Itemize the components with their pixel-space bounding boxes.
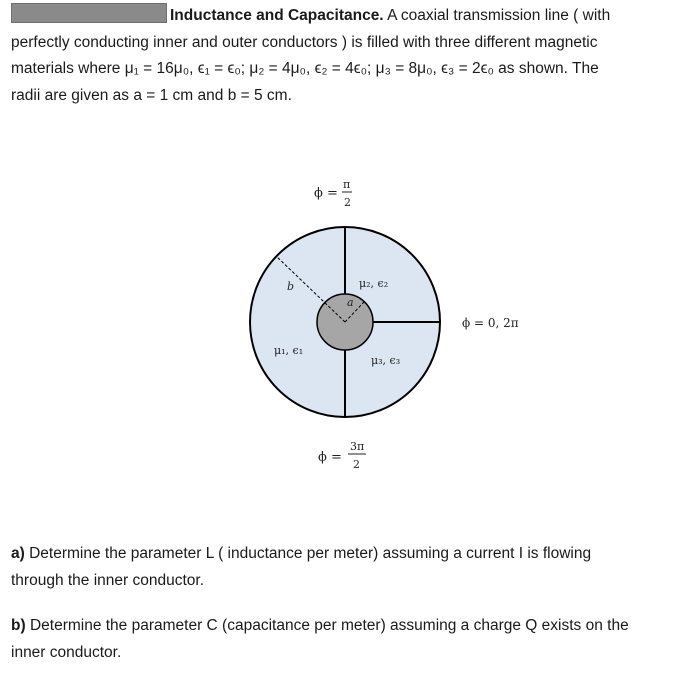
question-a: [11, 541, 691, 594]
question-b-text: Determine the parameter C (capacitance per meter) assuming a charge Q exists on the: [25, 617, 629, 634]
question-b-line-2: inner conductor.: [11, 643, 122, 661]
region-1-label: μ₁, ϵ₁: [274, 344, 304, 357]
phi-bottom-den: 2: [353, 458, 360, 471]
region-2-label: μ₂, ϵ₂: [359, 277, 389, 290]
question-a-text: Determine the parameter L ( inductance per meter) assuming a current I is flowing: [24, 545, 592, 562]
radius-a-label: a: [347, 296, 354, 309]
problem-line-2: perfectly conducting inner and outer conductors ) is filled with three different magnetic: [11, 33, 598, 51]
redacted-block: [11, 3, 167, 23]
radius-b-label: b: [287, 280, 295, 293]
problem-statement: [11, 3, 691, 109]
phi-bottom-num: 3π: [350, 440, 365, 453]
question-a-label: a): [11, 545, 25, 562]
phi-top-label: ϕ =: [314, 186, 338, 201]
problem-title: Inductance and Capacitance.: [170, 7, 384, 24]
coax-cross-section-diagram: [240, 160, 600, 480]
question-b-line-1: [11, 613, 691, 640]
problem-line-3: materials where μ₁ = 16μ₀, ϵ₁ = ϵ₀; μ₂ = 4μ₀, ϵ₂ = 4ϵ₀; μ₃ = 8μ₀, ϵ₃ = 2ϵ₀ as shown. The: [11, 60, 599, 77]
phi-bottom-label: ϕ =: [318, 450, 342, 465]
phi-top-num: π: [343, 178, 351, 191]
question-b: [11, 613, 691, 666]
problem-line-1-text: A coaxial transmission line ( with: [383, 7, 611, 24]
phi-top-den: 2: [344, 196, 351, 209]
problem-line-4: radii are given as a = 1 cm and b = 5 cm.: [11, 86, 292, 104]
question-b-label: b): [11, 617, 26, 634]
question-a-line-2: through the inner conductor.: [11, 571, 205, 589]
question-a-line-1: [11, 541, 691, 568]
region-3-label: μ₃, ϵ₃: [371, 354, 401, 367]
problem-line-1: [11, 3, 691, 30]
phi-right-label: ϕ = 0, 2π: [462, 316, 519, 330]
